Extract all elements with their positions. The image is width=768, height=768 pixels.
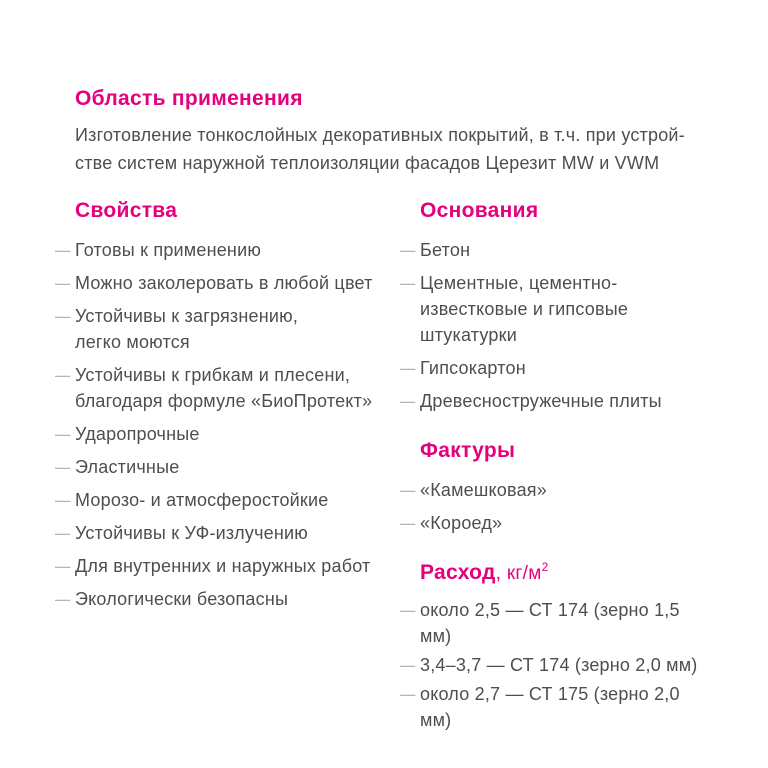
list-item — [55, 454, 420, 480]
consumption-unit-superscript: 2 — [541, 560, 549, 574]
list-item — [400, 477, 708, 503]
list-item-text: Эластичные — [75, 457, 180, 477]
dash-bullet: — — [400, 480, 416, 500]
dash-bullet: — — [55, 306, 71, 326]
application-text-line-2: стве систем наружной теплоизоляции фасадов Церезит MW и VWM — [75, 153, 660, 173]
dash-bullet: — — [400, 600, 416, 620]
dash-bullet: — — [55, 490, 71, 510]
application-text-line-1: Изготовление тонкослойных декоративных покрытий, в т.ч. при устрой- — [75, 125, 685, 145]
list-item — [400, 597, 708, 649]
consumption-heading — [420, 560, 708, 587]
list-item — [55, 237, 420, 263]
list-item — [400, 237, 708, 263]
textures-list — [400, 477, 708, 536]
consumption-heading-word: Расход — [420, 561, 496, 584]
dash-bullet: — — [55, 365, 71, 385]
list-item-text: Экологически безопасны — [75, 589, 289, 609]
dash-bullet: — — [55, 523, 71, 543]
application-text — [75, 121, 708, 177]
textures-heading: Фактуры — [420, 439, 516, 462]
list-item — [55, 520, 420, 546]
right-column — [400, 198, 708, 736]
dash-bullet: — — [55, 457, 71, 477]
list-item — [400, 510, 708, 536]
dash-bullet: — — [400, 358, 416, 378]
list-item-text: Готовы к применению — [75, 240, 262, 260]
list-item-text: «Камешковая» — [420, 480, 547, 500]
list-item — [55, 553, 420, 579]
list-item-text: Цементные, цементно- известковые и гипсовые штукатурки — [420, 273, 629, 345]
left-column — [55, 198, 420, 736]
consumption-list — [400, 597, 708, 733]
substrates-list — [400, 237, 708, 414]
list-item-text: Гипсокартон — [420, 358, 526, 378]
list-item-text: Ударопрочные — [75, 424, 200, 444]
list-item-text: около 2,5 — СТ 174 (зерно 1,5 мм) — [420, 600, 680, 646]
substrates-heading: Основания — [420, 199, 539, 222]
section-application — [75, 86, 708, 177]
properties-list — [55, 237, 420, 612]
dash-bullet: — — [400, 240, 416, 260]
list-item-text: Устойчивы к грибкам и плесени, благодаря формуле «БиоПротект» — [75, 365, 373, 411]
list-item — [55, 303, 420, 355]
list-item-text: 3,4–3,7 — СТ 174 (зерно 2,0 мм) — [420, 655, 698, 675]
list-item-text: Устойчивы к УФ-излучению — [75, 523, 308, 543]
section-properties — [55, 198, 420, 612]
dash-bullet: — — [400, 513, 416, 533]
list-item-text: около 2,7 — СТ 175 (зерно 2,0 мм) — [420, 684, 680, 730]
dash-bullet: — — [400, 391, 416, 411]
dash-bullet: — — [400, 684, 416, 704]
section-consumption — [400, 560, 708, 733]
list-item — [400, 388, 708, 414]
list-item — [400, 355, 708, 381]
dash-bullet: — — [400, 273, 416, 293]
properties-heading: Свойства — [75, 199, 178, 222]
dash-bullet: — — [55, 273, 71, 293]
list-item-text: «Короед» — [420, 513, 503, 533]
list-item — [55, 270, 420, 296]
dash-bullet: — — [55, 589, 71, 609]
list-item-text: Можно заколеровать в любой цвет — [75, 273, 373, 293]
list-item-text: Для внутренних и наружных работ — [75, 556, 371, 576]
consumption-unit: , кг/м — [495, 563, 542, 584]
dash-bullet: — — [55, 556, 71, 576]
list-item — [400, 681, 708, 733]
list-item — [55, 421, 420, 447]
application-heading: Область применения — [75, 87, 303, 110]
list-item-text: Бетон — [420, 240, 471, 260]
list-item — [55, 487, 420, 513]
dash-bullet: — — [55, 240, 71, 260]
list-item-text: Древесностружечные плиты — [420, 391, 662, 411]
list-item-text: Устойчивы к загрязнению, легко моются — [75, 306, 299, 352]
section-substrates — [400, 198, 708, 414]
dash-bullet: — — [55, 424, 71, 444]
list-item-text: Морозо- и атмосферостойкие — [75, 490, 329, 510]
two-column-layout — [55, 198, 708, 736]
dash-bullet: — — [400, 655, 416, 675]
list-item — [400, 652, 708, 678]
section-textures — [400, 438, 708, 536]
list-item — [55, 586, 420, 612]
list-item — [55, 362, 420, 414]
list-item — [400, 270, 708, 348]
